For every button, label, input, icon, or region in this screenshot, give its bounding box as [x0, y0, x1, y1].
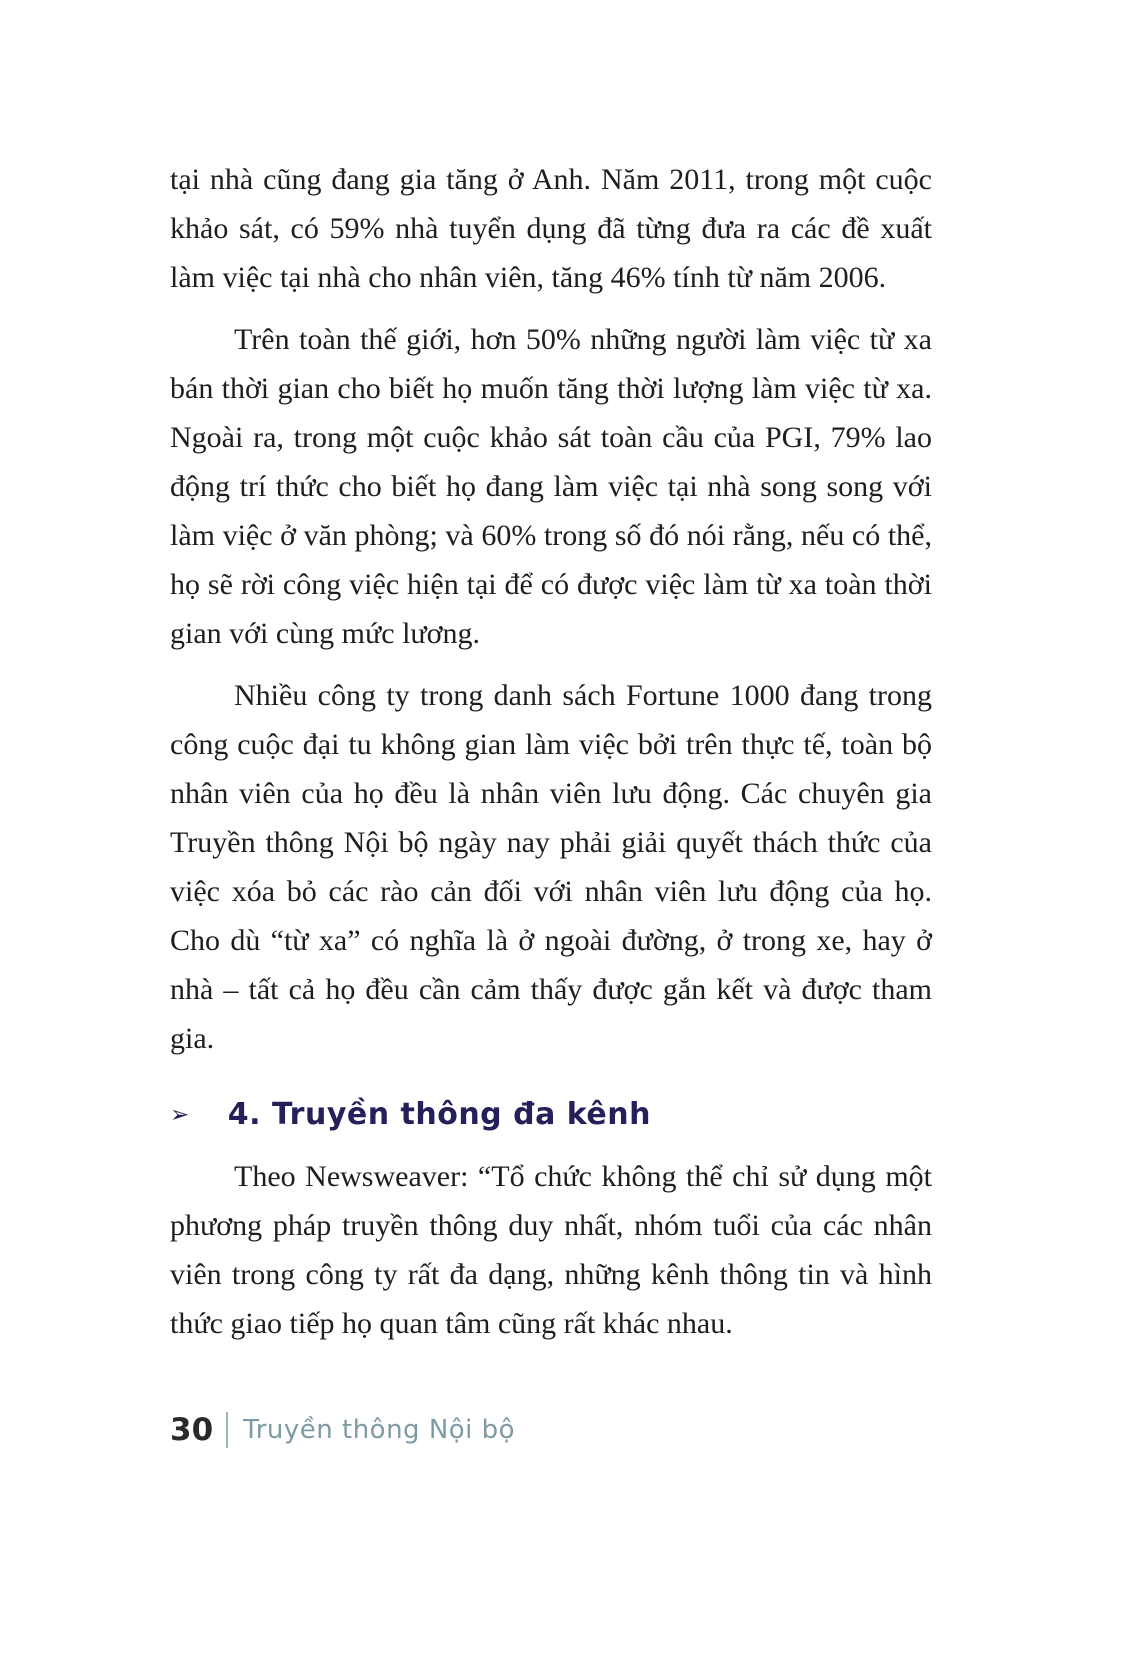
paragraph: Trên toàn thế giới, hơn 50% những người làm việc từ xa bán thời gian cho biết họ muốn tăng thời lượng làm việc từ xa. Ngoài ra, trong một cuộc khảo sát toàn cầu của PGI, 79% lao động trí thức cho biết họ đang làm việc tại nhà song song với làm việc ở văn phòng; và 60% trong số đó nói rằng, nếu có thể, họ sẽ rời công việc hiện tại để có được việc làm từ xa toàn thời gian với cùng mức lương. — [170, 323, 932, 650]
arrowhead-bullet-icon: ➢ — [170, 1102, 190, 1128]
book-title: Truyền thông Nội bộ — [243, 1415, 516, 1445]
page-number: 30 — [170, 1412, 214, 1448]
paragraph: Theo Newsweaver: “Tổ chức không thể chỉ sử dụng một phương pháp truyền thông duy nhất, nhóm tuổi của các nhân viên trong công ty rất đa dạng, những kênh thông tin và hình thức giao tiếp họ quan tâm cũng rất khác nhau. — [170, 1160, 932, 1340]
paragraph-continuation: tại nhà cũng đang gia tăng ở Anh. Năm 2011, trong một cuộc khảo sát, có 59% nhà tuyển dụng đã từng đưa ra các đề xuất làm việc tại nhà cho nhân viên, tăng 46% tính từ năm 2006. — [170, 163, 932, 294]
section-heading — [170, 1097, 932, 1132]
page-content — [170, 155, 932, 1361]
paragraph: Nhiều công ty trong danh sách Fortune 1000 đang trong công cuộc đại tu không gian làm việc bởi trên thực tế, toàn bộ nhân viên của họ đều là nhân viên lưu động. Các chuyên gia Truyền thông Nội bộ ngày nay phải giải quyết thách thức của việc xóa bỏ các rào cản đối với nhân viên lưu động của họ. Cho dù “từ xa” có nghĩa là ở ngoài đường, ở trong xe, hay ở nhà – tất cả họ đều cần cảm thấy được gắn kết và được tham gia. — [170, 679, 932, 1055]
footer-divider — [226, 1412, 228, 1448]
page-footer — [170, 1412, 515, 1448]
section-heading-text: 4. Truyền thông đa kênh — [227, 1097, 651, 1132]
